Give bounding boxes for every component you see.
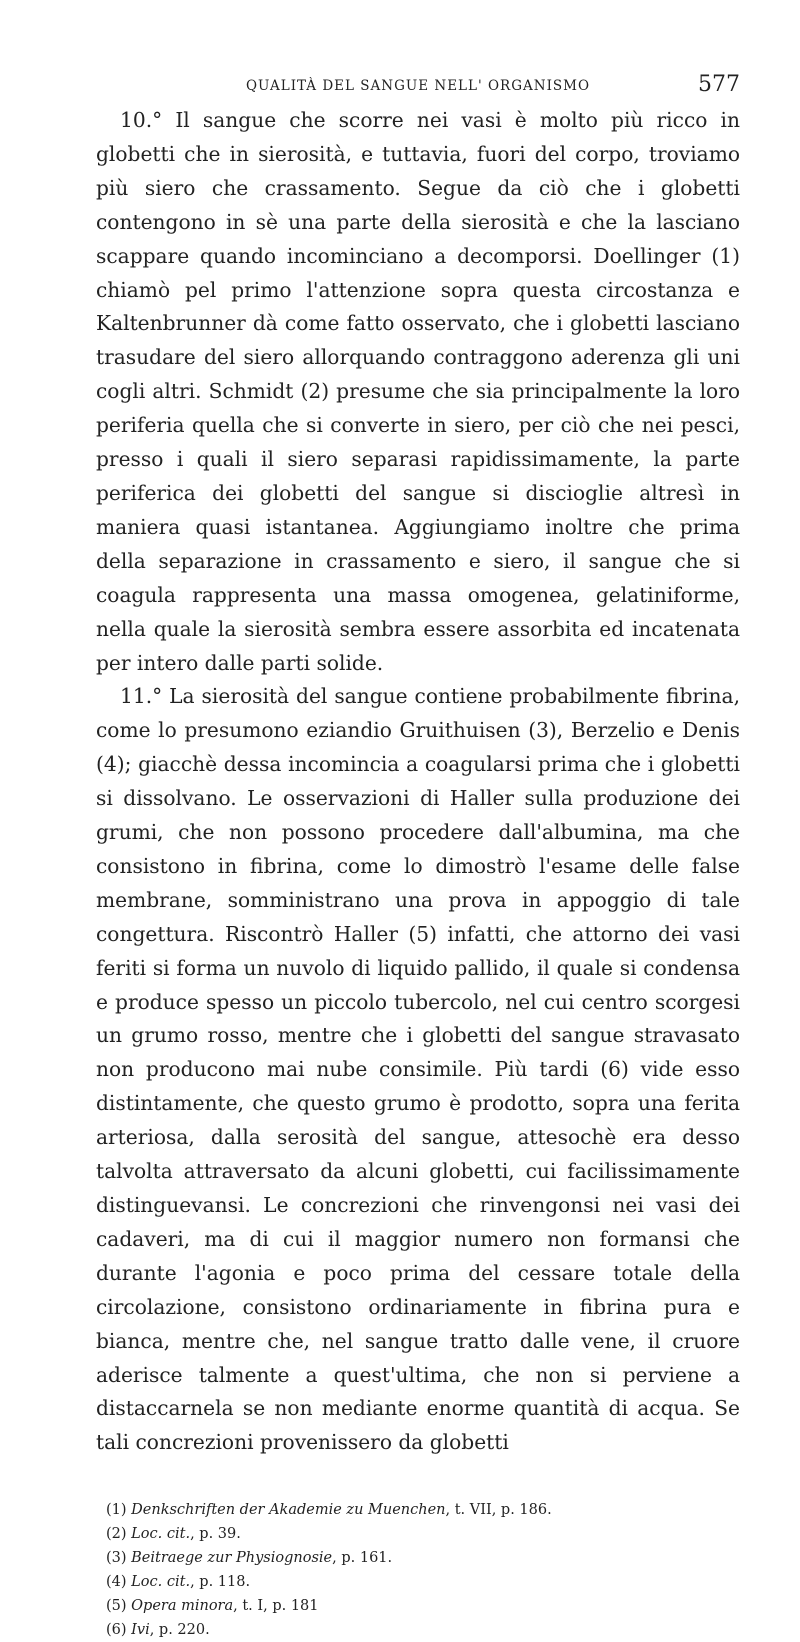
footnote-ref: , p. 220. (149, 1622, 210, 1639)
footnote (106, 1594, 740, 1618)
footnote-title: Denkschriften der Akademie zu Muenchen (131, 1502, 446, 1519)
footnote (106, 1618, 740, 1642)
footnote-mark: (1) (106, 1502, 127, 1519)
page-number: 577 (698, 72, 740, 97)
paragraph-11: 11.° La sierosità del sangue contiene probabilmente fibrina, come lo presumono eziandio Gruithuisen (3), Berzelio e Denis (4); giacchè dessa incomincia a coagularsi prima che i globetti si dissolvano. Le osservazioni di Haller sulla produzione dei grumi, che non possono procedere dall'albumina, ma che consistono in fibrina, come lo dimostrò l'esame delle false membrane, somministrano una prova in appoggio di tale congettura. Riscontrò Haller (5) infatti, che attorno dei vasi feriti si forma un nuvolo di liquido pallido, il quale si condensa e produce spesso un piccolo tubercolo, nel cui centro scorgesi un grumo rosso, mentre che i globetti del sangue stravasato non producono mai nube consimile. Più tardi (6) vide esso distintamente, che questo grumo è prodotto, sopra una ferita arteriosa, dalla serosità del sangue, attesochè era desso talvolta attraversato da alcuni globetti, cui facilissimamente distinguevansi. Le concrezioni che rinvengonsi nei vasi dei cadaveri, ma di cui il maggior numero non formansi che durante l'agonia e poco prima del cessare totale della circolazione, consistono ordinariamente in fibrina pura e bianca, mentre che, nel sangue tratto dalle vene, il cruore aderisce talmente a quest'ultima, che non si perviene a distaccarnela se non mediante enorme quantità di acqua. Se tali concrezioni provenissero da globetti (96, 684, 740, 1455)
footnote-mark: (3) (106, 1550, 127, 1567)
footnote-title: Loc. cit. (131, 1526, 191, 1543)
footnote-ref: , t. I, p. 181 (233, 1598, 319, 1615)
running-head: QUALITÀ DEL SANGUE NELL' ORGANISMO (245, 78, 591, 94)
body-text (96, 104, 740, 1460)
footnote-mark: (6) (106, 1622, 127, 1639)
paragraph-10: 10.° Il sangue che scorre nei vasi è molto più ricco in globetti che in sierosità, e tuttavia, fuori del corpo, troviamo più siero che crassamento. Segue da ciò che i globetti contengono in sè una parte della sierosità e che la lasciano scappare quando incominciano a decomporsi. Doellinger (1) chiamò pel primo l'attenzione sopra questa circostanza e Kaltenbrunner dà come fatto osservato, che i globetti lasciano trasudare del siero allorquando contraggono aderenza gli uni cogli altri. Schmidt (2) presume che sia principalmente la loro periferia quella che si converte in siero, per ciò che nei pesci, presso i quali il siero separasi rapidissimamente, la parte periferica dei globetti del sangue si discioglie altresì in maniera quasi istantanea. Aggiungiamo inoltre che prima della separazione in crassamento e siero, il sangue che si coagula rappresenta una massa omogenea, gelatiniforme, nella quale la sierosità sembra essere assorbita ed incatenata per intero dalle parti solide. (96, 108, 740, 675)
footnote-title: Ivi (131, 1622, 150, 1639)
footnote-ref: , t. VII, p. 186. (445, 1502, 552, 1519)
footnote (106, 1498, 740, 1522)
footnote-title: Opera minora (131, 1598, 234, 1615)
book-page (96, 70, 740, 1642)
footnote-ref: , p. 39. (190, 1526, 241, 1543)
footnote-mark: (4) (106, 1574, 127, 1591)
footnote (106, 1546, 740, 1570)
footnote-mark: (5) (106, 1598, 127, 1615)
page-header (96, 70, 740, 104)
footnotes (96, 1498, 740, 1642)
footnote-mark: (2) (106, 1526, 127, 1543)
footnote (106, 1522, 740, 1546)
footnote (106, 1570, 740, 1594)
footnote-ref: , p. 161. (332, 1550, 393, 1567)
footnote-title: Loc. cit. (131, 1574, 191, 1591)
footnote-ref: , p. 118. (190, 1574, 251, 1591)
footnote-title: Beitraege zur Physiognosie (131, 1550, 333, 1567)
